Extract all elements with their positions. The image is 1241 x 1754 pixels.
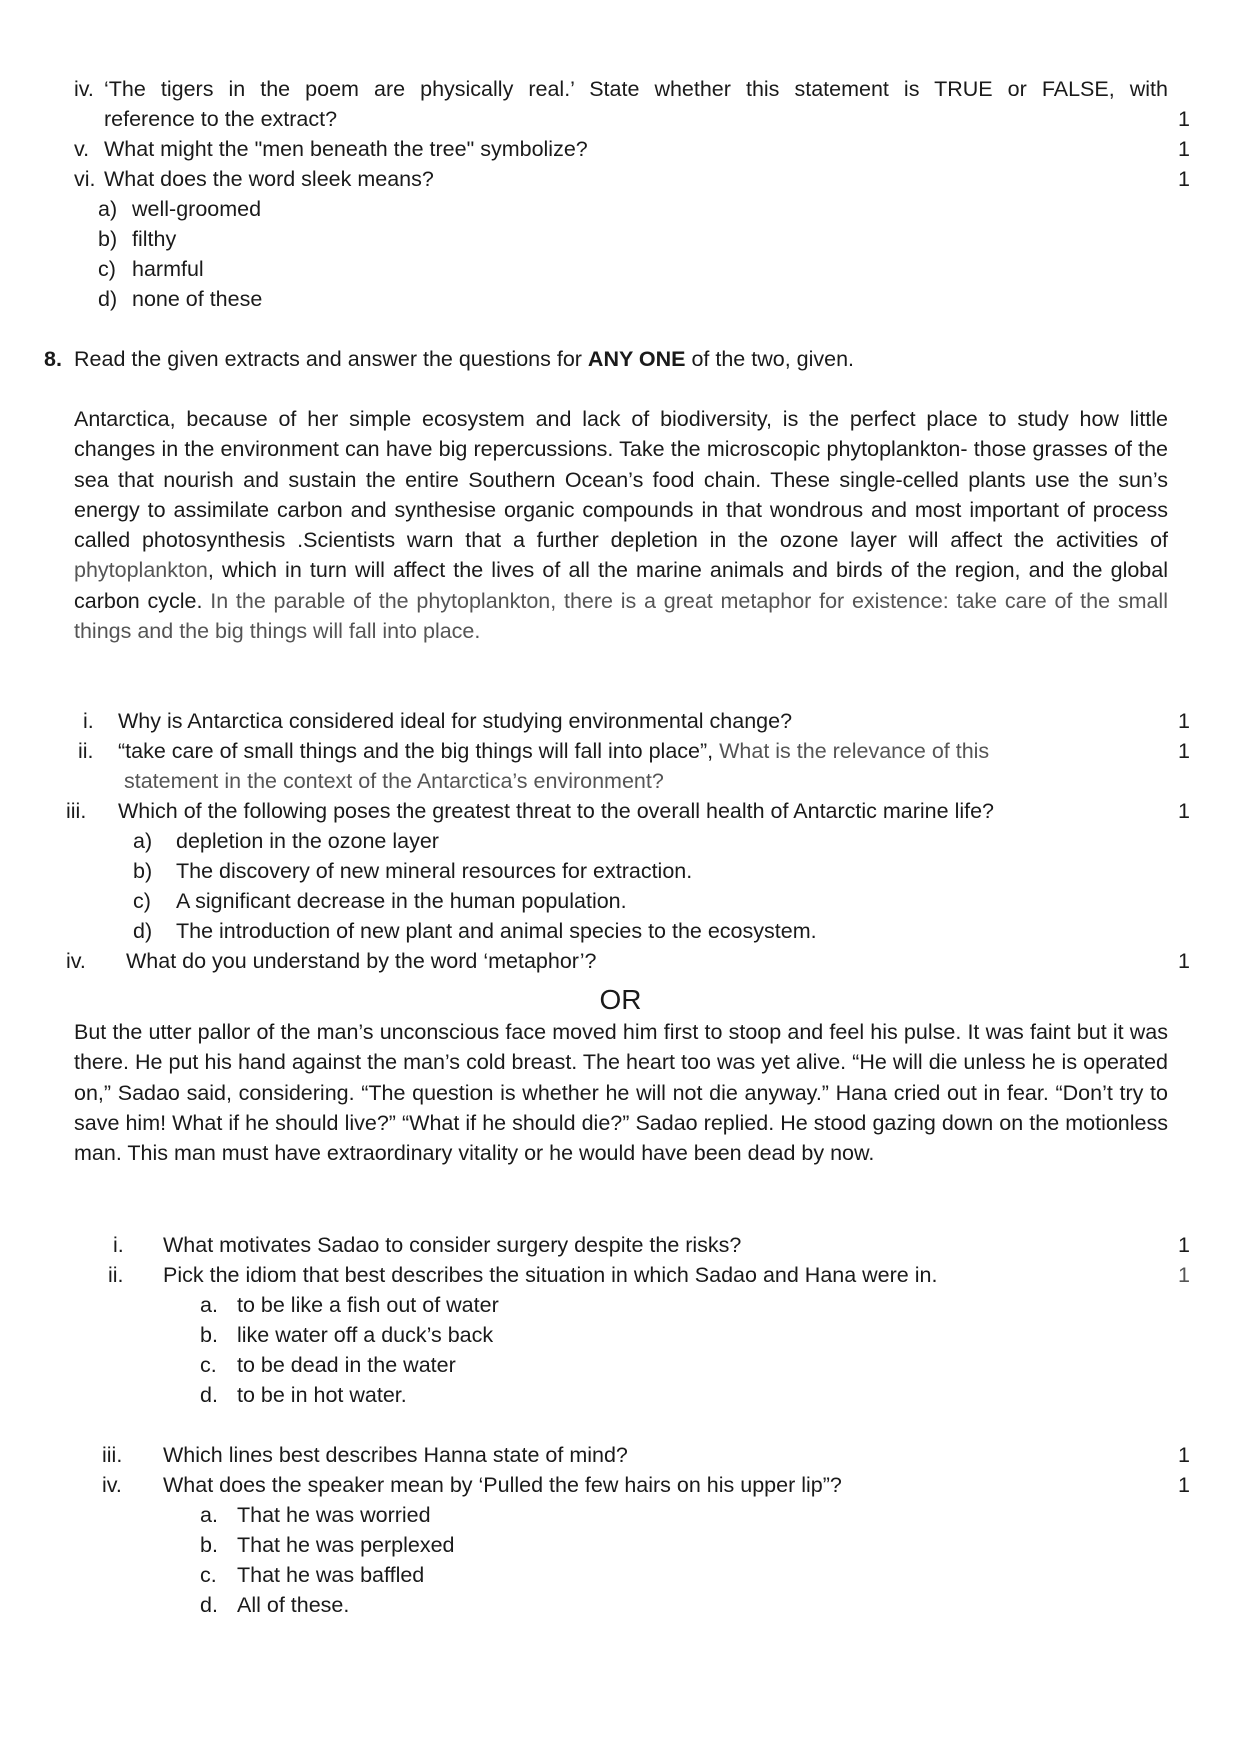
e2-option-label: c. (200, 1353, 217, 1377)
e1-q-i-text: Why is Antarctica considered ideal for studying environmental change? (118, 709, 793, 733)
q8-number: 8. (44, 347, 62, 371)
q7-v-number: v. (74, 137, 90, 161)
e2-q-iii-mark: 1 (1178, 1443, 1190, 1467)
q7-v-text: What might the "men beneath the tree" symbolize? (104, 137, 588, 161)
e1-q-ii-question: What is the relevance of this (719, 739, 990, 763)
e1-option-text: The discovery of new mineral resources for extraction. (176, 859, 693, 883)
e2-option-label: b. (200, 1533, 218, 1557)
e2-option-label: d. (200, 1383, 218, 1407)
extract1-text-main: Antarctica, because of her simple ecosystem and lack of biodiversity, is the perfect place to study how little changes in the environment can have big repercussions. Take the microscopic phytoplankton- those grasses of the sea that nourish and sustain the entire Southern Ocean’s food chain. These single-celled plants use the sun’s energy to assimilate carbon and synthesise organic compounds in that wondrous and most important of process called photosynthesis .Scientists warn that a further depletion in the ozone layer will affect the activities of (74, 407, 1168, 553)
q7-iv-text: ‘The tigers in the poem are physically real.’ State whether this statement is TRUE or FALSE, with (104, 77, 1168, 101)
q7-option-label: b) (98, 227, 118, 251)
q7-option-label: c) (98, 257, 116, 281)
q8-instruction (74, 344, 854, 374)
e1-q-ii-quote: “take care of small things and the big things will fall into place”, (118, 739, 720, 763)
e2-q-ii-number: ii. (108, 1263, 124, 1287)
e2-option-text: That he was perplexed (237, 1533, 455, 1557)
e2-option-text: to be in hot water. (237, 1383, 407, 1407)
extract1-text-mid: , which in turn will affect the lives of all the marine animals and birds of the region, and the global carbon cycle. (74, 558, 1168, 613)
e2-q-iii-number: iii. (102, 1443, 123, 1467)
e1-option-label: a) (133, 829, 153, 853)
e2-option-label: b. (200, 1323, 218, 1347)
e1-option-label: c) (133, 889, 151, 913)
e2-option-label: c. (200, 1563, 217, 1587)
q7-vi-text: What does the word sleek means? (104, 167, 434, 191)
q7-option-text: well-groomed (132, 197, 262, 221)
q8-instruction-pre: Read the given extracts and answer the questions for (74, 347, 588, 371)
e1-q-iii-text: Which of the following poses the greatest threat to the overall health of Antarctic marine life? (118, 799, 995, 823)
q7-vi-number: vi. (74, 167, 96, 191)
q7-option-label: d) (98, 287, 118, 311)
q7-option-text: filthy (132, 227, 177, 251)
e1-q-ii-text (118, 736, 989, 766)
e2-option-text: All of these. (237, 1593, 350, 1617)
or-divider: OR (599, 984, 642, 1015)
q7-option-text: harmful (132, 257, 204, 281)
e1-q-ii-number: ii. (78, 739, 94, 763)
e2-q-i-mark: 1 (1178, 1233, 1190, 1257)
q7-iv-mark: 1 (1178, 107, 1190, 131)
extract2-paragraph: But the utter pallor of the man’s unconscious face moved him first to stoop and feel his pulse. It was faint but it was there. He put his hand against the man’s cold breast. The heart too was yet alive. “He will die unless he is operated on,” Sadao said, considering. “The question is whether he will not die anyway.” Hana cried out in fear. “Don’t try to save him! What if he should live?” “What if he should die?” Sadao replied. He stood gazing down on the motionless man. This man must have extraordinary vitality or he would have been dead by now. (74, 1020, 1168, 1166)
e1-q-iv-text: What do you understand by the word ‘metaphor’? (126, 949, 597, 973)
e2-q-ii-text: Pick the idiom that best describes the situation in which Sadao and Hana were in. (163, 1263, 938, 1287)
e2-q-iv-mark: 1 (1178, 1473, 1190, 1497)
e2-q-i-number: i. (113, 1233, 124, 1257)
extract1-paragraph (74, 404, 1168, 646)
e1-q-iii-mark: 1 (1178, 799, 1190, 823)
q7-option-text: none of these (132, 287, 263, 311)
q7-vi-mark: 1 (1178, 167, 1190, 191)
e1-option-label: d) (133, 919, 153, 943)
e2-option-text: to be dead in the water (237, 1353, 456, 1377)
e2-option-text: That he was worried (237, 1503, 431, 1527)
e2-option-text: to be like a fish out of water (237, 1293, 499, 1317)
e1-option-text: depletion in the ozone layer (176, 829, 439, 853)
q7-v-mark: 1 (1178, 137, 1190, 161)
e2-option-label: a. (200, 1503, 218, 1527)
e1-option-label: b) (133, 859, 153, 883)
e1-q-i-mark: 1 (1178, 709, 1190, 733)
e2-q-iv-text: What does the speaker mean by ‘Pulled the few hairs on his upper lip”? (163, 1473, 842, 1497)
q7-iv-text-line2: reference to the extract? (104, 107, 338, 131)
e2-q-i-text: What motivates Sadao to consider surgery despite the risks? (163, 1233, 742, 1257)
e1-q-i-number: i. (83, 709, 94, 733)
e2-option-label: a. (200, 1293, 218, 1317)
e1-q-ii-text-line2: statement in the context of the Antarctica’s environment? (124, 769, 664, 793)
extract1-text-gray-word: phytoplankton (74, 558, 208, 583)
e1-option-text: The introduction of new plant and animal species to the ecosystem. (176, 919, 817, 943)
e1-q-iv-mark: 1 (1178, 949, 1190, 973)
e1-q-iv-number: iv. (66, 949, 86, 973)
q8-instruction-post: of the two, given. (685, 347, 855, 371)
e2-option-label: d. (200, 1593, 218, 1617)
e2-q-ii-mark: 1 (1178, 1263, 1190, 1287)
e2-q-iv-number: iv. (102, 1473, 122, 1497)
e1-q-iii-number: iii. (66, 799, 87, 823)
e2-option-text: That he was baffled (237, 1563, 425, 1587)
e2-q-iii-text: Which lines best describes Hanna state of mind? (163, 1443, 628, 1467)
e1-option-text: A significant decrease in the human population. (176, 889, 627, 913)
q7-iv-number: iv. (74, 77, 94, 101)
q8-instruction-bold: ANY ONE (587, 347, 686, 371)
e1-q-ii-mark: 1 (1178, 739, 1190, 763)
extract1-text-gray-end: In the parable of the phytoplankton, there is a great metaphor for existence: take care of the small things and the big things will fall into place. (74, 588, 1168, 644)
q7-option-label: a) (98, 197, 118, 221)
e2-option-text: like water off a duck’s back (237, 1323, 494, 1347)
